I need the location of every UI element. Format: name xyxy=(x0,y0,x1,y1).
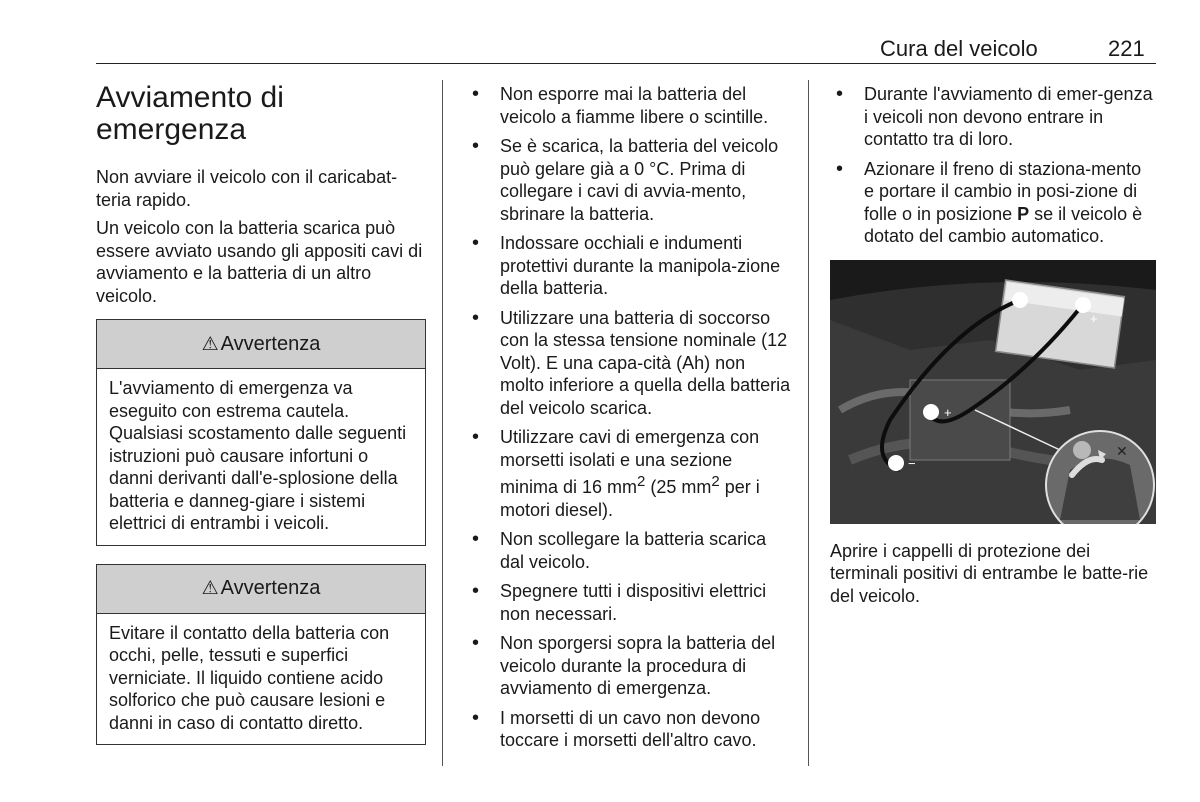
warning-title: Avvertenza xyxy=(220,577,321,599)
safety-bullet-list xyxy=(466,83,792,752)
list-item: • Se è scarica, la batteria del veicolo può gelare già a 0 °C. Prima di collegare i cavi di avvia-mento, sbrinare la batteria. xyxy=(466,135,792,225)
warning-box-1 xyxy=(96,319,426,546)
warning-header xyxy=(97,565,425,614)
column-divider-1 xyxy=(442,80,443,766)
section-title xyxy=(96,82,426,146)
list-item: • Spegnere tutti i dispositivi elettrici non necessari. xyxy=(466,580,792,625)
brake-text-start: Azionare il freno di staziona-mento e portare il cambio in posi-zione di folle o in posizione xyxy=(864,158,1142,224)
list-item xyxy=(830,158,1156,248)
warning-text: L'avviamento di emergenza va eseguito con estrema cautela. Qualsiasi scostamento dalle seguenti istruzioni può causare infortuni o danni derivanti dall'e-splosione della batteria e danneg-giare i sistemi elettrici di entrambi i veicoli. xyxy=(109,378,407,533)
warning-title: Avvertenza xyxy=(220,332,321,355)
figure-caption: Aprire i cappelli di protezione dei terminali positivi di entrambe le batte-rie del veicolo. xyxy=(830,540,1149,606)
warning-triangle-icon: ⚠ xyxy=(201,578,219,599)
list-item-cable-section xyxy=(466,426,792,521)
column-3 xyxy=(830,80,1156,607)
callout-3: 3 xyxy=(1016,292,1024,308)
list-item: • Indossare occhiali e indumenti protettivi durante la manipola-zione della batteria. xyxy=(466,232,792,300)
list-item: • Non sporgersi sopra la batteria del veicolo durante la procedura di avviamento di emergenza. xyxy=(466,632,792,700)
superscript: 2 xyxy=(637,473,646,490)
cover-mark: ✕ xyxy=(1116,442,1128,459)
list-item: • Utilizzare una batteria di soccorso con la stessa tensione nominale (12 Volt). E una capa-cità (Ah) non molto inferiore a quella della batteria del veicolo scarica. xyxy=(466,307,792,420)
column-1 xyxy=(96,80,426,745)
warning-header xyxy=(97,320,425,369)
intro-paragraph-1: Non avviare il veicolo con il caricabat-teria rapido. xyxy=(96,167,398,210)
gear-p-label: P xyxy=(1017,203,1030,224)
page-number: 221 xyxy=(1108,36,1145,61)
header-rule xyxy=(96,63,1156,64)
cable-text-middle: (25 mm xyxy=(645,477,712,497)
section-title-line-2: emergenza xyxy=(96,113,247,146)
list-item: • I morsetti di un cavo non devono toccare i morsetti dell'altro cavo. xyxy=(466,707,792,752)
engine-bay-illustration xyxy=(830,260,1156,524)
warning-box-2 xyxy=(96,564,426,746)
warning-triangle-icon: ⚠ xyxy=(201,333,219,355)
superscript: 2 xyxy=(711,473,720,490)
warning-text: Evitare il contatto della batteria con occhi, pelle, tessuti e superfici verniciate. Il liquido contiene acido solforico che può causare lesioni e danni in caso di contatto diretto. xyxy=(109,622,390,733)
column-divider-2 xyxy=(808,80,809,766)
minus-terminal-label: − xyxy=(908,455,916,471)
engine-bay-drawing xyxy=(830,260,1156,524)
plus-terminal-label: + xyxy=(1090,310,1098,326)
callout-1: 1 xyxy=(1079,297,1087,313)
section-title-line-1: Avviamento di xyxy=(96,81,284,114)
list-item: • Durante l'avviamento di emer-genza i veicoli non devono entrare in contatto tra di loro. xyxy=(830,83,1156,151)
list-item: • Non scollegare la batteria scarica dal veicolo. xyxy=(466,528,792,573)
cable-text-end: per i motori diesel). xyxy=(500,477,760,520)
column-2 xyxy=(466,80,792,759)
plus-terminal-label-2: + xyxy=(944,404,952,420)
cable-text-start: Utilizzare cavi di emergenza con morsetti isolati e una sezione minima di 16 mm xyxy=(500,427,760,497)
procedure-bullet-list xyxy=(830,83,1156,248)
callout-4: 4 xyxy=(892,455,900,471)
header-section-title: Cura del veicolo xyxy=(880,36,1038,61)
intro-paragraph-2: Un veicolo con la batteria scarica può essere avviato usando gli appositi cavi di avviamento e la batteria di un altro veicolo. xyxy=(96,218,423,306)
list-item: • Non esporre mai la batteria del veicolo a fiamme libere o scintille. xyxy=(466,83,792,128)
callout-2: 2 xyxy=(927,404,935,420)
brake-text-end: se il veicolo è dotato del cambio automatico. xyxy=(864,203,1143,246)
